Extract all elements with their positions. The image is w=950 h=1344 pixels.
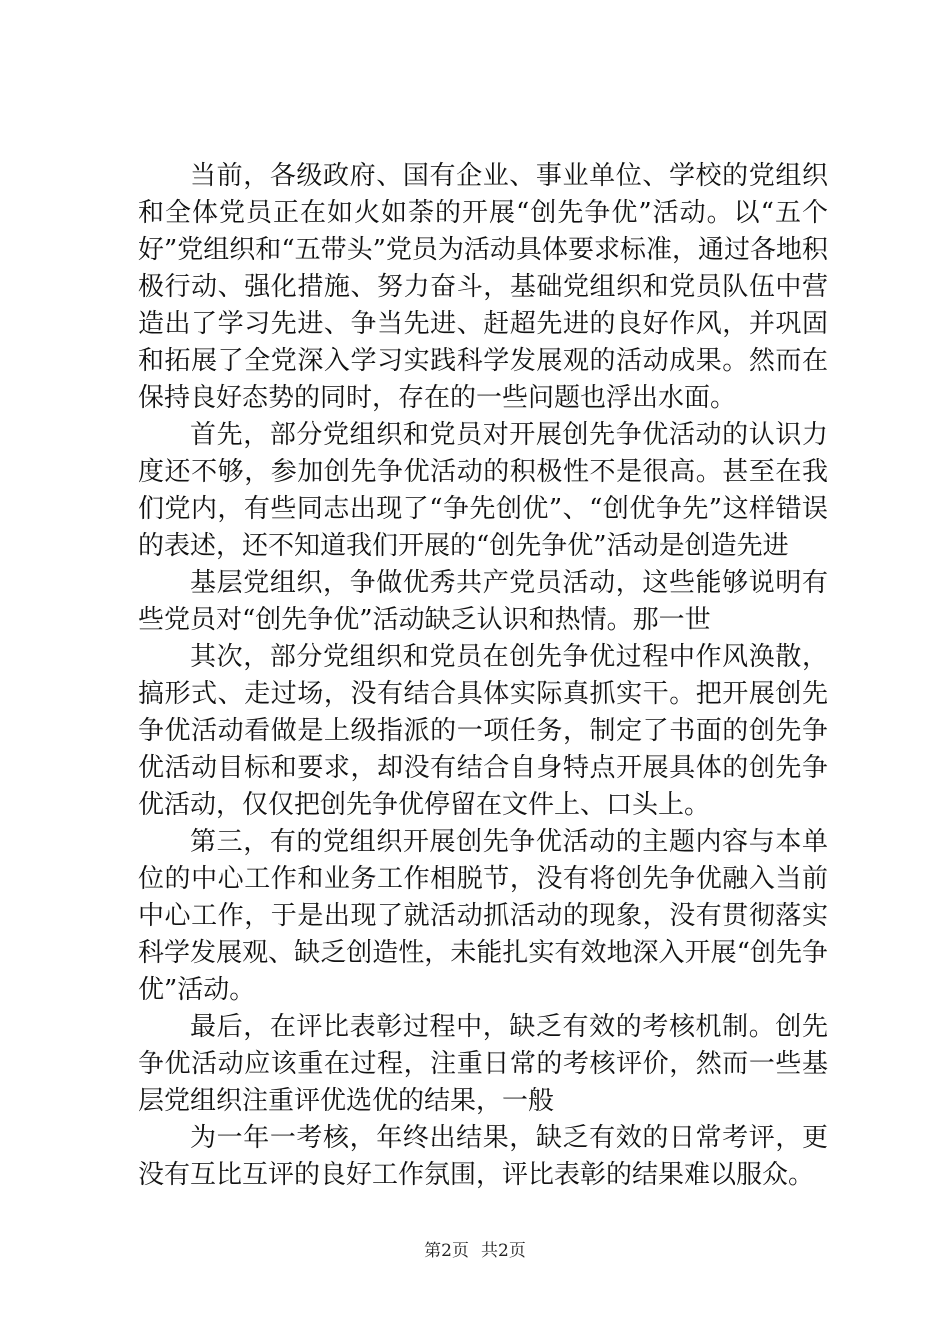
paragraph-first-issue-continued: 基层党组织，争做优秀共产党员活动，这些能够说明有些党员对“创先争优”活动缺乏认识和热情。那一世 [138, 568, 828, 635]
paragraph-last-issue-continued: 为一年一考核，年终出结果，缺乏有效的日常考评，更没有互比互评的良好工作氛围，评比表彰的结果难以服众。 [138, 1123, 828, 1190]
paragraph-third-issue: 第三，有的党组织开展创先争优活动的主题内容与本单位的中心工作和业务工作相脱节，没有将创先争优融入当前中心工作，于是出现了就活动抓活动的现象，没有贯彻落实科学发展观、缺乏创造性，未能扎实有效地深入开展“创先争优”活动。 [138, 827, 828, 1005]
paragraph-last-issue: 最后，在评比表彰过程中，缺乏有效的考核机制。创先争优活动应该重在过程，注重日常的考核评价，然而一些基层党组织注重评优选优的结果，一般 [138, 1012, 828, 1116]
page-footer [0, 1240, 950, 1262]
paragraph-first-issue: 首先，部分党组织和党员对开展创先争优活动的认识力度还不够，参加创先争优活动的积极性不是很高。甚至在我们党内，有些同志出现了“争先创优”、“创优争先”这样错误的表述，还不知道我们开展的“创先争优”活动是创造先进 [138, 420, 828, 561]
page-number: 第2页 [424, 1241, 469, 1261]
paragraph-current-situation: 当前，各级政府、国有企业、事业单位、学校的党组织和全体党员正在如火如荼的开展“创先争优”活动。以“五个好”党组织和“五带头”党员为活动具体要求标准，通过各地积极行动、强化措施、努力奋斗，基础党组织和党员队伍中营造出了学习先进、争当先进、赶超先进的良好作风，并巩固和拓展了全党深入学习实践科学发展观的活动成果。然而在保持良好态势的同时，存在的一些问题也浮出水面。 [138, 161, 828, 413]
paragraph-second-issue: 其次，部分党组织和党员在创先争优过程中作风涣散，搞形式、走过场，没有结合具体实际真抓实干。把开展创先争优活动看做是上级指派的一项任务，制定了书面的创先争优活动目标和要求，却没有结合自身特点开展具体的创先争优活动，仅仅把创先争优停留在文件上、口头上。 [138, 642, 828, 820]
document-body [138, 158, 828, 1194]
page-total: 共2页 [481, 1241, 526, 1261]
